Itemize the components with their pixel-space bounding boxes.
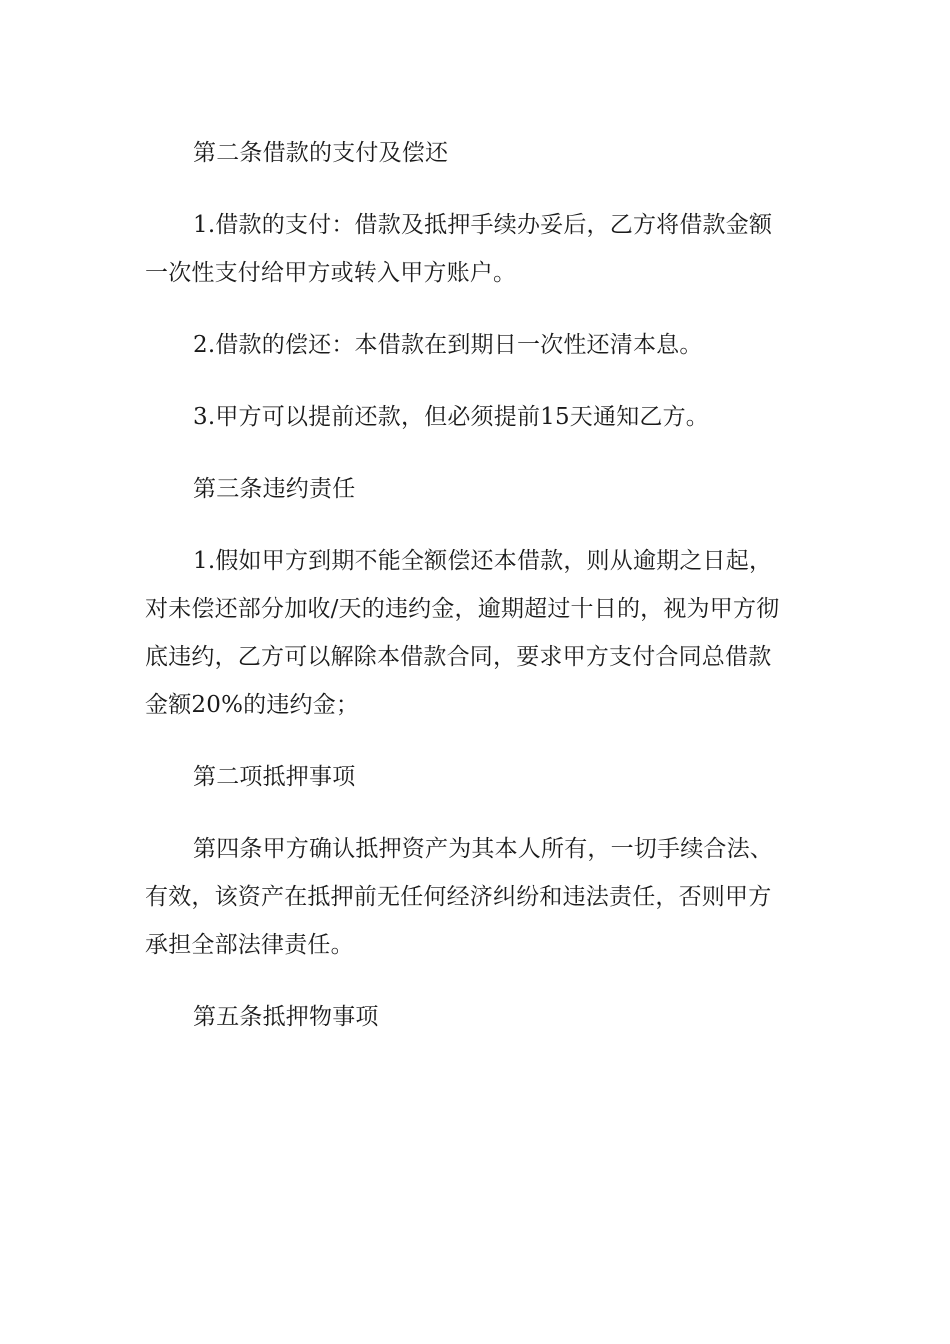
- text-line: 3.甲方可以提前还款，但必须提前15天通知乙方。: [193, 404, 710, 430]
- text-line: 第四条甲方确认抵押资产为其本人所有，一切手续合法、: [193, 836, 773, 862]
- article4: [145, 825, 805, 969]
- text-line: 第三条违约责任: [193, 476, 356, 502]
- article3-title: [145, 465, 805, 513]
- text-line: 对未偿还部分加收/天的违约金，逾期超过十日的，视为甲方彻: [145, 596, 780, 622]
- article3-item1: [145, 537, 805, 729]
- text-line: 1.假如甲方到期不能全额偿还本借款，则从逾期之日起，: [193, 548, 773, 574]
- text-line: 金额20%的违约金；: [145, 692, 360, 718]
- article2-item1: [145, 201, 805, 297]
- text-line: 第二项抵押事项: [193, 764, 356, 790]
- article2-item2: [145, 321, 805, 369]
- text-line: 2.借款的偿还：本借款在到期日一次性还清本息。: [193, 332, 703, 358]
- text-line: 底违约，乙方可以解除本借款合同，要求甲方支付合同总借款: [145, 644, 772, 670]
- document-body: [145, 129, 805, 1065]
- text-line: 有效，该资产在抵押前无任何经济纠纷和违法责任，否则甲方: [145, 884, 772, 910]
- text-line: 一次性支付给甲方或转入甲方账户。: [145, 260, 517, 286]
- article2-item3: [145, 393, 805, 441]
- article2-title: [145, 129, 805, 177]
- article5-title: [145, 993, 805, 1041]
- section2-title: [145, 753, 805, 801]
- text-line: 1.借款的支付：借款及抵押手续办妥后，乙方将借款金额: [193, 212, 773, 238]
- text-line: 第二条借款的支付及偿还: [193, 140, 449, 166]
- text-line: 第五条抵押物事项: [193, 1004, 379, 1030]
- text-line: 承担全部法律责任。: [145, 932, 354, 958]
